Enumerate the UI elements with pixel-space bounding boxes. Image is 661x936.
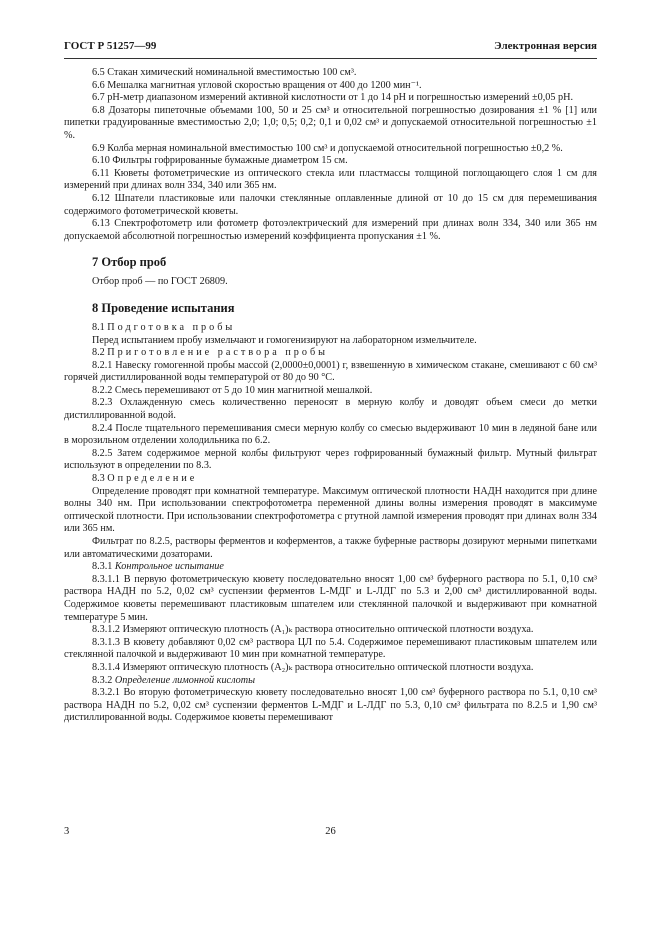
clause-6-7: 6.7 pH-метр диапазоном измерений активной кислотности от 1 до 14 pH и погрешностью измерений ±0,05 pH. (92, 92, 574, 104)
clause-8-3-title: Определение (107, 473, 198, 485)
clause-8-3-2-heading (64, 675, 597, 688)
clause-8-3-2-1: 8.3.2.1 Во вторую фотометрическую кювету последовательно вносят 1,00 см³ буферного раствора по 5.1, 0,10 см³ раствора НАДН по 5.2, 0,02 см³ суспензии ферментов L-МДГ и L-ЛДГ по 5.3, 0,10 см³ фильтрата по 8.2.5 и 1,90 см³ дистиллированной воды. Содержимое кюветы перемешивают (64, 687, 597, 724)
clause-8-2-2: 8.2.2 Смесь перемешивают от 5 до 10 мин магнитной мешалкой. (92, 384, 373, 396)
clause-6-8: 6.8 Дозаторы пипеточные объемами 100, 50 и 25 см³ и относительной погрешностью дозирования ±1 % [1] или пипетки градуированные вместимостью 2,0; 1,0; 0,5; 0,2; 0,1 и 0,02 см³ и допускаемой относительной погрешностью ±1 %. (64, 104, 597, 141)
standard-code: ГОСТ Р 51257—99 (64, 40, 157, 52)
clause-8-2-number: 8.2 (92, 347, 105, 359)
document-page (64, 40, 597, 725)
clause-8-2-4: 8.2.4 После тщательного перемешивания смеси мерную колбу со смесью выдерживают 10 мин в ледяной бане или в морозильном отделении холодильника по 6.2. (64, 422, 597, 447)
clause-8-3-2-number: 8.3.2 (92, 674, 113, 686)
clause-6-12: 6.12 Шпатели пластиковые или палочки стеклянные оплавленные длиной от 10 до 15 см для перемешивания содержимого фотометрической кюветы. (64, 192, 597, 217)
clause-8-2-title: Приготовление раствора пробы (107, 347, 328, 359)
clause-6-9: 6.9 Колба мерная номинальной вместимостью 100 см³ и допускаемой относительной погрешностью ±0,2 %. (92, 142, 563, 154)
clause-8-3-1-1: 8.3.1.1 В первую фотометрическую кювету последовательно вносят 1,00 см³ буферного раствора по 5.1, 0,10 см³ раствора НАДН по 5.2, 0,02 см³ суспензии ферментов L-МДГ и L-ЛДГ по 5.3 и 2,00 см³ дистиллированной воды. Содержимое кюветы перемешивают пластиковым шпателем или стеклянной палочкой и выдерживают при комнатной температуре 5 мин. (64, 573, 597, 623)
clause-8-2-1: 8.2.1 Навеску гомогенной пробы массой (2,0000±0,0001) г, взвешенную в химическом стакане, смешивают с 60 см³ горячей дистиллированной воды температурой от 80 до 90 °С. (64, 359, 597, 384)
clause-7: Отбор проб — по ГОСТ 26809. (92, 276, 228, 288)
clause-8-1-number: 8.1 (92, 321, 105, 333)
clause-6-13: 6.13 Спектрофотометр или фотометр фотоэлектрический для измерений при длинах волн 334, 340 или 365 нм допускаемой абсолютной погрешностью измерений коэффициента пропускания ±1 %. (64, 218, 597, 242)
clause-8-3-text-b: Фильтрат по 8.2.5, растворы ферментов и коферментов, а также буферные растворы дозируют мерными пипетками или автоматическими дозаторами. (64, 536, 597, 560)
edition-label: Электронная версия (494, 40, 597, 52)
clause-8-3-1-heading (64, 561, 597, 574)
page-number: 26 (325, 826, 336, 837)
clause-8-3-1-4: 8.3.1.4 Измеряют оптическую плотность (A₂)ₖ раствора относительно оптической плотности воздуха. (92, 661, 534, 673)
clause-8-2-5: 8.2.5 Затем содержимое мерной колбы фильтруют через гофрированный бумажный фильтр. Мутный фильтрат используют в определении по 8.3. (64, 447, 597, 472)
clause-8-2-3: 8.2.3 Охлажденную смесь количественно переносят в мерную колбу и доводят объем смеси до метки дистиллированной водой. (64, 397, 597, 422)
clause-8-1: Перед испытанием пробу измельчают и гомогенизируют на лабораторном измельчителе. (92, 334, 477, 346)
clause-6-10: 6.10 Фильтры гофрированные бумажные диаметром 15 см. (92, 155, 348, 167)
clause-8-3-1-title: Контрольное испытание (114, 561, 224, 573)
clause-8-2-heading (64, 347, 597, 360)
clause-6-11: 6.11 Кюветы фотометрические из оптического стекла или пластмассы толщиной поглощающего слоя 1 см для измерений при длинах волн 334, 340 или 365 нм. (64, 167, 597, 192)
clause-8-3-text-a: Определение проводят при комнатной температуре. Максимум оптической плотности НАДН находится при длине волны 340 нм. При использовании спектрофотометра переменной длины волны измерения проводят в максимуме оптической плотности. При использовании спектрофотометра с ртутной лампой измерения проводят при длинах волн 334 или 365 нм. (64, 485, 597, 535)
clause-8-3-number: 8.3 (92, 473, 105, 485)
header-rule (64, 58, 597, 59)
clause-6-5: 6.5 Стакан химический номинальной вместимостью 100 см³. (92, 67, 357, 78)
clause-8-3-1-2: 8.3.1.2 Измеряют оптическую плотность (A₁)ₖ раствора относительно оптической плотности воздуха. (92, 624, 534, 636)
footer-left-number: 3 (64, 826, 70, 837)
clause-8-3-1-3: 8.3.1.3 В кювету добавляют 0,02 см³ раствора ЦЛ по 5.4. Содержимое перемешивают пластиковым шпателем или стеклянной палочкой и выдерживают 10 мин при комнатной температуре. (64, 636, 597, 661)
clause-6-6: 6.6 Мешалка магнитная угловой скоростью вращения от 400 до 1200 мин⁻¹. (92, 79, 422, 91)
section-8-heading: 8 Проведение испытания (92, 300, 235, 315)
clause-8-3-1-number: 8.3.1 (92, 561, 113, 573)
section-7-heading: 7 Отбор проб (92, 255, 167, 270)
page-header (64, 40, 597, 52)
clause-8-1-heading (64, 322, 597, 335)
clause-8-1-title: Подготовка пробы (107, 321, 236, 333)
clause-8-3-heading (64, 473, 597, 486)
clause-8-3-2-title: Определение лимонной кислоты (114, 674, 255, 686)
